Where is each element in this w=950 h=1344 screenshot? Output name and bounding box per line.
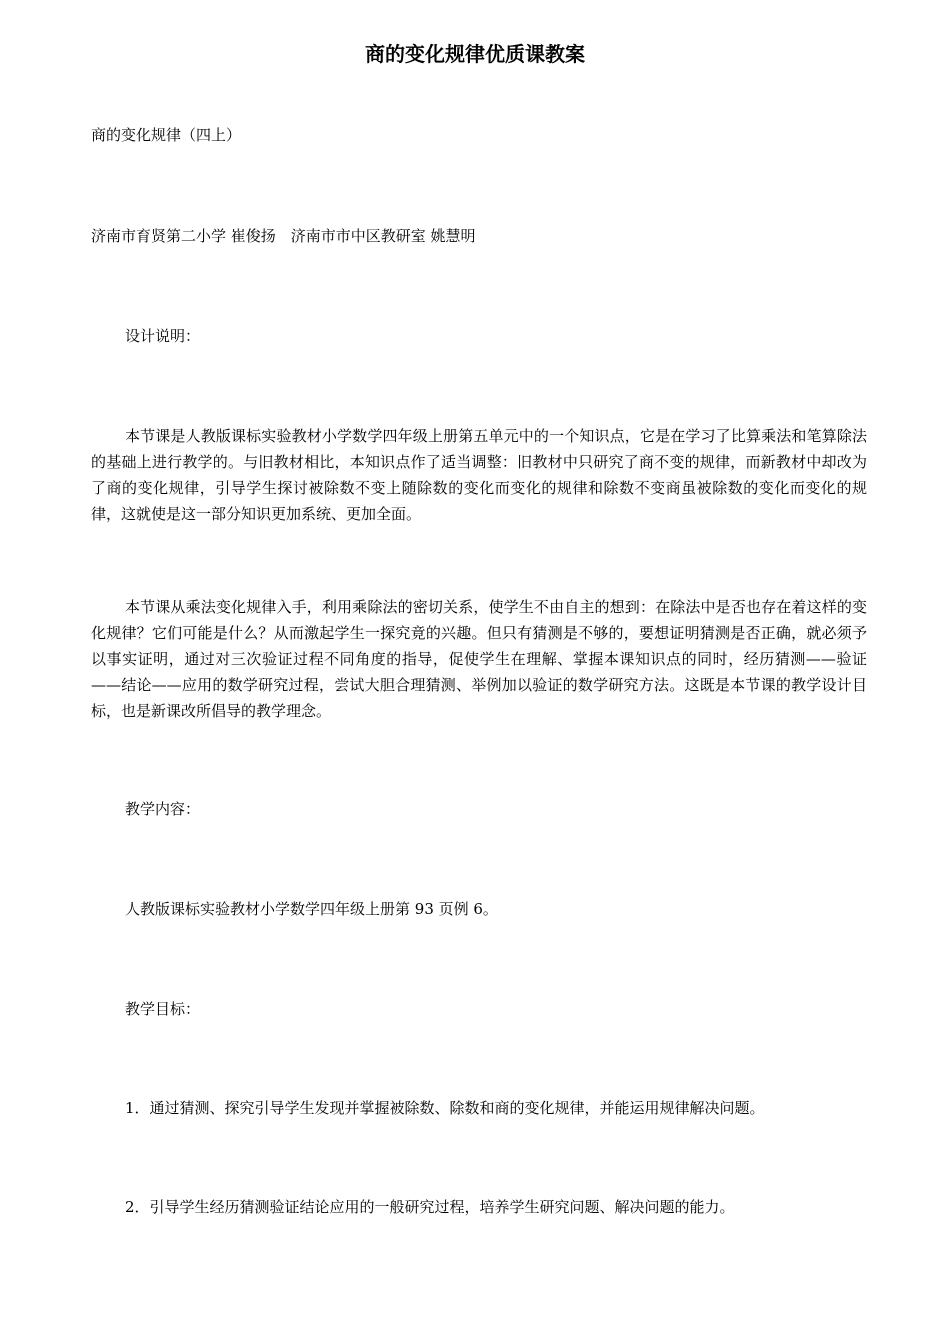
- content-heading: 教学内容：: [125, 800, 201, 818]
- goal-item-2: 2．引导学生经历猜测验证结论应用的一般研究过程，培养学生研究问题、解决问题的能力。: [125, 1198, 735, 1216]
- goal-item-1: 1．通过猜测、探究引导学生发现并掌握被除数、除数和商的变化规律，并能运用规律解决问题。: [125, 1099, 765, 1117]
- lesson-subtitle: 商的变化规律（四上）: [91, 126, 242, 144]
- design-heading: 设计说明：: [125, 327, 201, 345]
- goals-heading: 教学目标：: [125, 1000, 201, 1018]
- document-title: 商的变化规律优质课教案: [365, 42, 585, 66]
- design-paragraph-2: 本节课从乘法变化规律入手，利用乘除法的密切关系，使学生不由自主的想到：在除法中是否也存在着这样的变化规律？它们可能是什么？从而激起学生一探究竟的兴趣。但只有猜测是不够的，要想证明猜测是否正确，就必须予以事实证明，通过对三次验证过程不同角度的指导，促使学生在理解、掌握本课知识点的同时，经历猜测——验证——结论——应用的数学研究过程，尝试大胆合理猜测、举例加以验证的数学研究方法。这既是本节课的教学设计目标，也是新课改所倡导的教学理念。: [91, 598, 867, 720]
- design-paragraph-1: 本节课是人教版课标实验教材小学数学四年级上册第五单元中的一个知识点，它是在学习了比算乘法和笔算除法的基础上进行教学的。与旧教材相比，本知识点作了适当调整：旧教材中只研究了商不变的规律，而新教材中却改为了商的变化规律，引导学生探讨被除数不变上随除数的变化而变化的规律和除数不变商虽被除数的变化而变化的规律，这就使是这一部分知识更加系统、更加全面。: [91, 427, 867, 523]
- author-line: 济南市育贤第二小学 崔俊扬 济南市市中区教研室 姚慧明: [91, 227, 476, 245]
- content-text: 人教版课标实验教材小学数学四年级上册第 93 页例 6。: [125, 900, 498, 918]
